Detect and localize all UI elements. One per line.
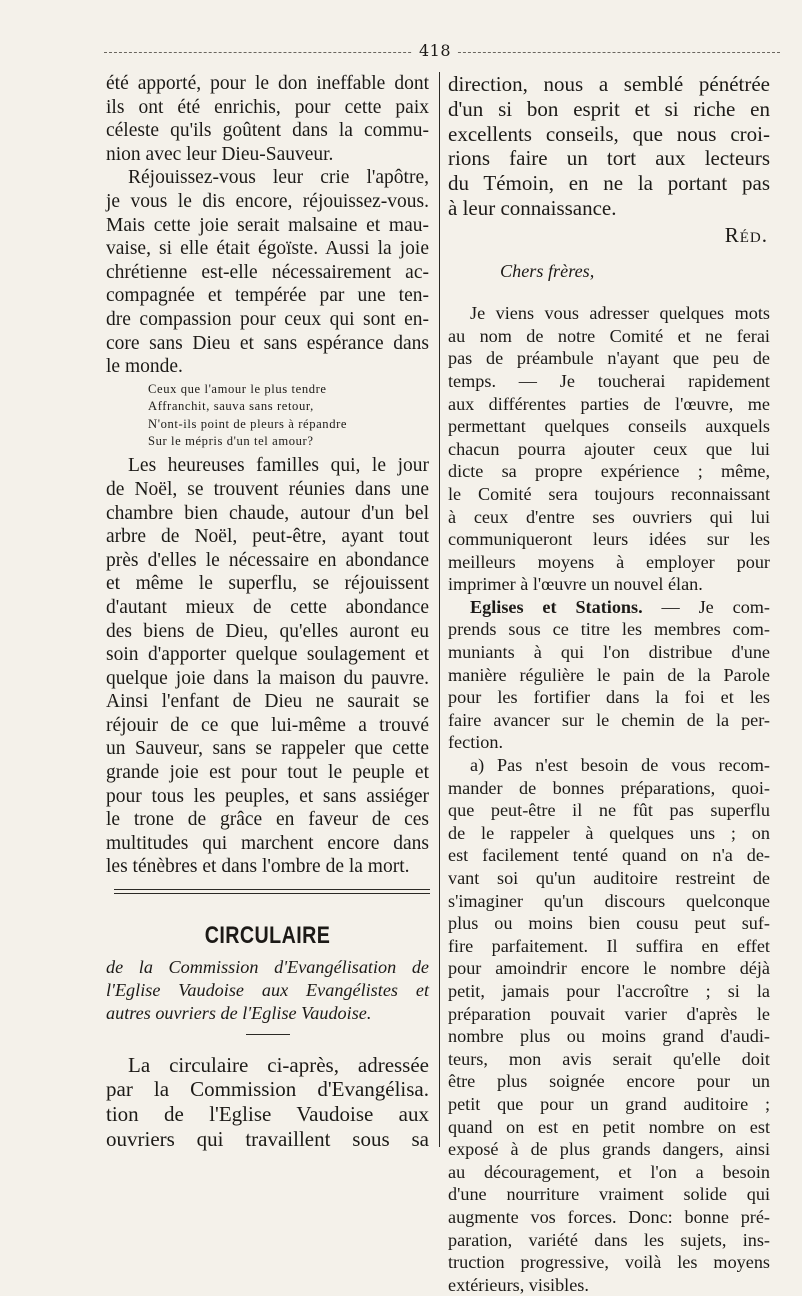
text-line: à leur connaissance. (448, 195, 617, 220)
short-divider (246, 1034, 290, 1035)
text-line: les ténèbres et dans l'ombre de la mort. (106, 856, 410, 878)
text-line: je vous le dis encore, réjouissez-vous. (106, 190, 429, 212)
text-line: au nom de notre Comité et ne ferai (448, 325, 770, 346)
section-subtitle (106, 956, 429, 1025)
text-line: près d'elles le nécessaire en abondance (106, 549, 429, 571)
text-line: imprimer à l'œuvre un nouvel élan. (448, 574, 703, 595)
editor-signature: Réd. (724, 222, 768, 247)
text-line: nombre plus ou moins grand d'audi- (448, 1026, 770, 1047)
text-line: direction, nous a semblé pénétrée (448, 72, 770, 96)
text-line: meilleurs moyens à employer pour (448, 551, 770, 572)
text-line: réjouir de ce que lui-même a trouvé (106, 714, 429, 736)
text-line: pour amoindrir encore le nombre déjà (448, 958, 770, 979)
text-line: chacun pourra ajouter ceux que lui (448, 438, 770, 459)
text-line: aux différentes parties de l'œuvre, me (448, 393, 770, 414)
subtitle-line: autres ouvriers de l'Eglise Vaudoise. (106, 1002, 372, 1023)
text-line: teurs, mon avis serait qu'elle doit (448, 1048, 770, 1069)
section-title: CIRCULAIRE (204, 922, 331, 950)
paragraph (106, 1053, 429, 1152)
text-line: des biens de Dieu, qu'elles auront eu (106, 620, 429, 642)
text-line: faire avancer sur le chemin de la per- (448, 709, 770, 730)
text-line: Je viens vous adresser quelques mots (470, 303, 770, 324)
text-line: le Comité sera toujours reconnaissant (448, 483, 770, 504)
text-line: multitudes qui marchent encore dans (106, 832, 429, 854)
text-line: soin d'apporter quelque soulagement et (106, 644, 429, 666)
text-line: d'un si bon esprit et si riche en (448, 96, 770, 121)
text-line: d'autant mieux de cette abondance (106, 596, 429, 618)
section-heading: Eglises et Stations. (470, 596, 643, 617)
text-line: dicte sa propre expérience ; même, (448, 461, 770, 482)
text-line: dre compassion pour ceux qui sont en- (106, 308, 429, 330)
text-line: le trone de grâce en faveur de ces (106, 809, 429, 831)
text-line: par la Commission d'Evangélisa. (106, 1077, 429, 1102)
text-line: est facilement tenté quand on n'a de- (448, 845, 770, 866)
text-line: été apporté, pour le don ineffable dont (106, 73, 429, 94)
text-line: Réjouissez-vous leur crie l'apôtre, (128, 167, 429, 189)
text-line: mander de bonnes préparations, quoi- (448, 777, 770, 798)
column-divider (439, 72, 440, 1147)
text-line: permettant quelques conseils auxquels (448, 416, 770, 437)
subtitle-line: l'Eglise Vaudoise aux Evangélistes et (106, 979, 429, 1000)
text-line: muniants à qui l'on distribue d'une (448, 642, 770, 663)
text-line: tion de l'Eglise Vaudoise aux (106, 1102, 429, 1127)
text-line: chambre bien chaude, autour d'un bel (106, 502, 429, 524)
text-line: prends sous ce titre les membres com- (448, 619, 770, 640)
text-line: exposé à de plus grands dangers, ainsi (448, 1139, 770, 1160)
text-line: au découragement, et l'on a besoin (448, 1161, 770, 1182)
text-line: fire parfaitement. Il suffira en effet (448, 935, 770, 956)
text-line: Les heureuses familles qui, le jour (128, 455, 429, 477)
text-line: vaise, si elle était égoïste. Aussi la joie (106, 238, 429, 260)
text-line: Mais cette joie serait malsaine et mau- (106, 214, 429, 236)
text-line: un Sauveur, sans se rappeler que cette (106, 738, 429, 760)
text-line (448, 596, 770, 619)
text-line: de Noël, se trouvent réunies dans une (106, 478, 429, 500)
text-line: du Témoin, en ne la portant pas (448, 171, 770, 196)
text-line: communiqueront leurs idées sur les (448, 529, 770, 550)
text-line: pour les fortifier dans la foi et les (448, 687, 770, 708)
text-line: core sans Dieu et sans espérance dans (106, 332, 429, 354)
text-line: temps. — Je toucherai rapidement (448, 370, 770, 391)
text-line: d'une nourriture vraiment solide qui (448, 1184, 770, 1205)
page-number: 418 (413, 41, 457, 60)
text-line: céleste qu'ils goûtent dans la commu- (106, 120, 429, 142)
text-line: a) Pas n'est besoin de vous recom- (470, 755, 770, 776)
text-line: vant soi qu'un auditoire restreint de (448, 868, 770, 889)
text-line: excellents conseils, que nous croi- (448, 121, 770, 146)
text-line: grande joie est pour tout le peuple et (106, 762, 429, 784)
text-line: quand on est en petit nombre on est (448, 1116, 770, 1137)
text-line: le monde. (106, 356, 183, 378)
text-line: ils ont été enrichis, pour cette paix (106, 96, 429, 118)
text-line: fection. (448, 732, 504, 753)
text-line: nion avec leur Dieu-Sauveur. (106, 143, 334, 165)
text-line: de le rappeler à quelques uns ; on (448, 822, 770, 843)
text-line: pas de préambule n'ayant que peu de (448, 348, 770, 369)
paragraph (448, 72, 770, 221)
text-line: être plus soignée encore pour un (448, 1071, 770, 1092)
text-line: manière régulière le pain de la Parole (448, 664, 770, 685)
paragraph (106, 166, 429, 378)
paragraph (106, 454, 429, 879)
poem-line: Sur le mépris d'un tel amour? (148, 433, 314, 448)
poem-line: Affranchit, sauva sans retour, (148, 399, 314, 414)
text-line: plus ou moins bien cousu peut suf- (448, 913, 770, 934)
text-line: arbre de Noël, peut-être, ayant tout (106, 526, 429, 548)
text-line: extérieurs, visibles. (448, 1274, 589, 1295)
text-line: chrétienne est-elle nécessairement ac- (106, 261, 429, 283)
text-line: petit, jamais pour l'accroître ; si la (448, 980, 770, 1001)
section-divider (114, 889, 430, 894)
text-line: préparation pouvait varier d'après le (448, 1003, 770, 1024)
text-line: La circulaire ci-après, adressée (128, 1052, 429, 1077)
text-line: augmente vos forces. Donc: bonne pré- (448, 1206, 770, 1227)
paragraph (448, 754, 770, 1296)
text-line: pour tous les peuples, et sans assiéger (106, 785, 429, 807)
salutation: Chers frères, (500, 260, 595, 281)
text-line: et même le superflu, se réjouissent (106, 573, 429, 595)
text-fragment: — Je com- (661, 596, 770, 617)
poem-line: N'ont-ils point de pleurs à répandre (148, 416, 348, 431)
poem-line: Ceux que l'amour le plus tendre (148, 381, 327, 396)
text-line: ouvriers qui travaillent sous sa (106, 1127, 429, 1152)
right-column (448, 72, 770, 1296)
text-line: compagnée et tempérée par une ten- (106, 285, 429, 307)
paragraph (448, 302, 770, 596)
text-line: à ceux d'entre ses ouvriers qui lui (448, 506, 770, 527)
text-line: rions faire un tort aux lecteurs (448, 146, 770, 171)
text-line: truction progressive, voilà les moyens (448, 1252, 770, 1273)
text-line: petit que pour un grand auditoire ; (448, 1093, 770, 1114)
text-line: quelque joie dans la maison du pauvre. (106, 667, 429, 689)
subtitle-line: de la Commission d'Evangélisation de (106, 956, 429, 977)
paragraph (106, 72, 429, 166)
text-line: que peut-être il ne fût pas superflu (448, 800, 770, 821)
paragraph (448, 596, 770, 754)
left-column (106, 72, 429, 1152)
text-line: Ainsi l'enfant de Dieu ne saurait se (106, 691, 429, 713)
text-line: paration, variété dans les sujets, ins- (448, 1229, 770, 1250)
poem-quote (148, 381, 429, 451)
text-line: s'imaginer qu'un discours quelconque (448, 890, 770, 911)
